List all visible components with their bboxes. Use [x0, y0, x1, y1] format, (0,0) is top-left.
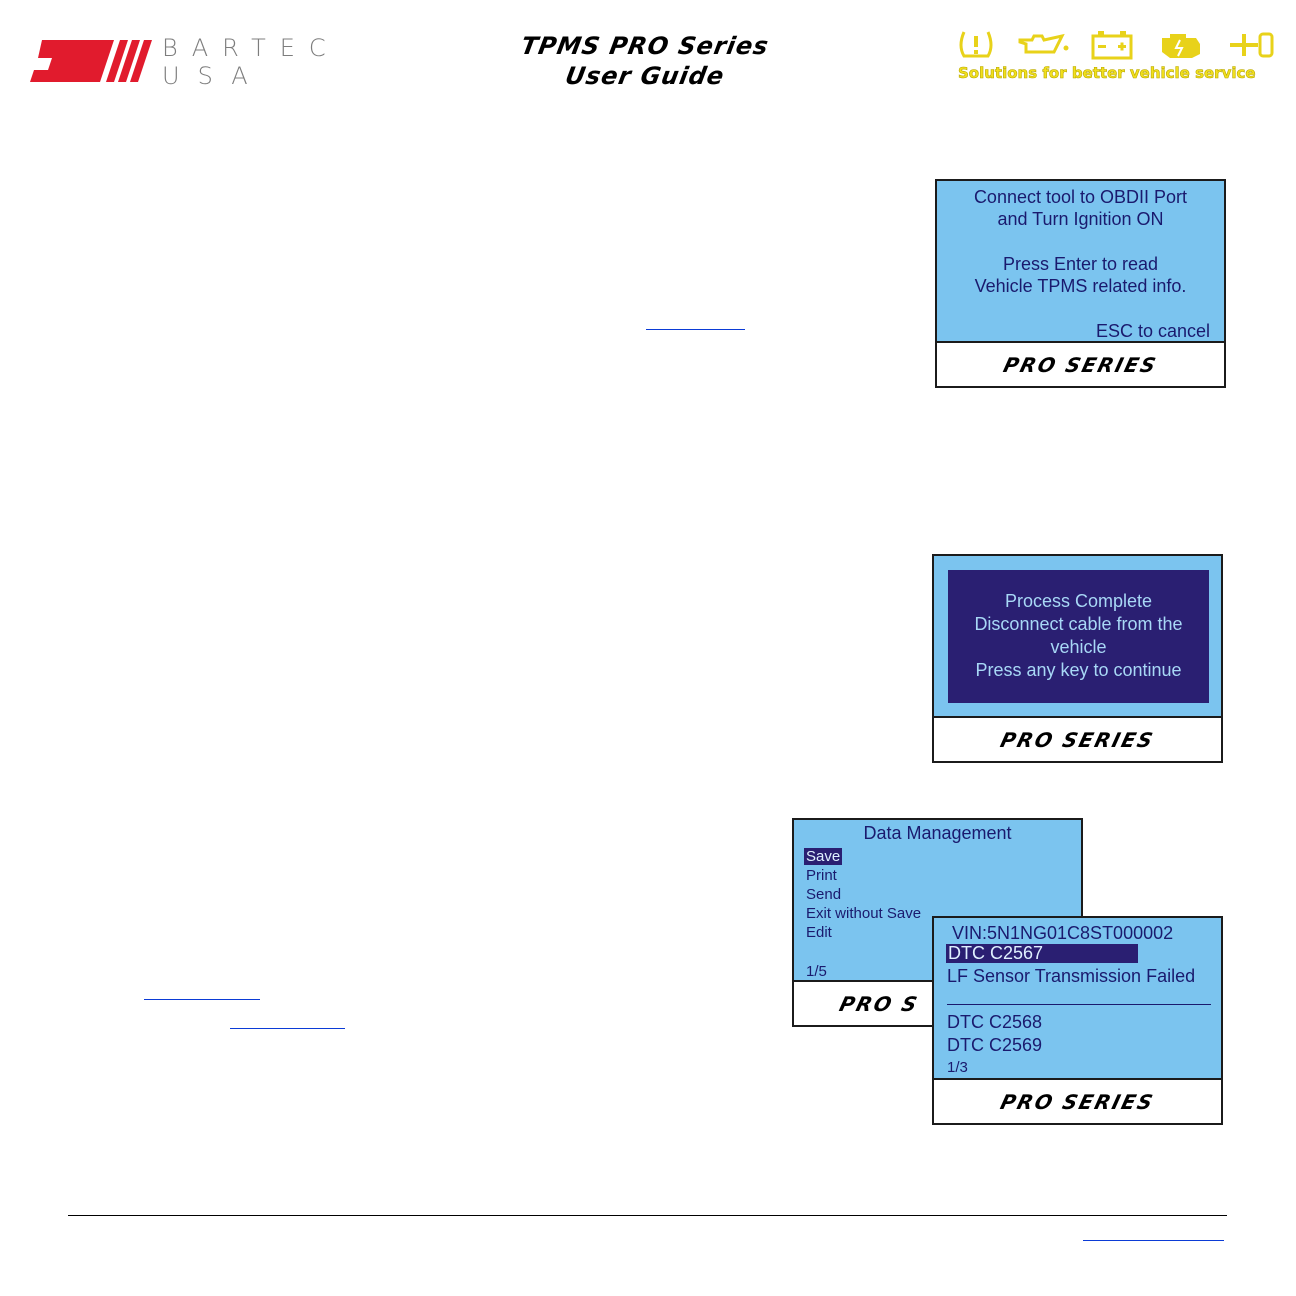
device-screen-dtc-list: [932, 916, 1223, 1125]
menu-item-print[interactable]: Print: [806, 867, 837, 884]
esc-cancel-hint: ESC to cancel: [1095, 321, 1210, 341]
vin-text: VIN:5N1NG01C8ST000002: [952, 923, 1174, 943]
service-icons: [956, 28, 1278, 62]
menu-item-label: Save: [806, 848, 841, 865]
hyperlink-underline[interactable]: [646, 329, 745, 330]
brand-text: PRO S: [837, 991, 922, 1016]
footer-hyperlink-underline[interactable]: [1083, 1240, 1224, 1241]
guide-title-line2: User Guide: [563, 62, 727, 90]
logo-line1: BARTEC: [162, 34, 340, 62]
menu-item-save[interactable]: [804, 847, 1081, 866]
bartec-logo: [28, 34, 358, 90]
page-indicator: 1/3: [947, 1059, 968, 1076]
menu-item-edit[interactable]: Edit: [806, 924, 832, 941]
screen-text: Press Enter to read: [1002, 254, 1159, 274]
key-icon: [1228, 28, 1276, 62]
dtc-description: LF Sensor Transmission Failed: [947, 966, 1196, 986]
dtc-row-selected[interactable]: [946, 944, 1221, 963]
battery-icon: [1090, 28, 1134, 62]
dtc-row[interactable]: DTC C2569: [947, 1035, 1043, 1055]
menu-item-send[interactable]: Send: [806, 886, 842, 903]
screen-text: Connect tool to OBDII Port: [973, 187, 1188, 207]
menu-item-exit-without-save[interactable]: Exit without Save: [806, 905, 922, 922]
lcd-display: [934, 918, 1221, 1080]
hyperlink-underline[interactable]: [144, 999, 260, 1000]
engine-icon: [1156, 28, 1204, 62]
message-dialog: [948, 570, 1209, 703]
dialog-text: vehicle: [1050, 637, 1107, 657]
brand-text: PRO SERIES: [998, 1089, 1157, 1114]
brand-text: PRO SERIES: [998, 727, 1157, 752]
divider: [947, 1004, 1211, 1005]
lcd-display: [937, 181, 1224, 343]
device-screen-obd-connect: [935, 179, 1226, 388]
device-screen-process-complete: [932, 554, 1223, 763]
pro-series-brand: [934, 716, 1221, 761]
logo-line2: USA: [162, 62, 266, 90]
pro-series-brand: [934, 1078, 1221, 1123]
dialog-text: Process Complete: [1004, 591, 1153, 611]
dtc-row[interactable]: DTC C2568: [947, 1012, 1043, 1032]
screen-text: and Turn Ignition ON: [997, 209, 1164, 229]
pro-series-brand: [937, 341, 1224, 386]
guide-title-line1: TPMS PRO Series: [518, 32, 772, 60]
bartec-stripes-icon: [28, 34, 156, 86]
page-indicator: 1/5: [806, 963, 827, 980]
dialog-text: Press any key to continue: [975, 660, 1182, 680]
dialog-text: Disconnect cable from the: [974, 614, 1183, 634]
tagline: Solutions for better vehicle service: [958, 64, 1256, 82]
brand-text: PRO SERIES: [1001, 352, 1160, 377]
footer-rule: [68, 1215, 1227, 1216]
lcd-display: [934, 556, 1221, 718]
screen-text: Vehicle TPMS related info.: [974, 276, 1187, 296]
hyperlink-underline[interactable]: [230, 1028, 345, 1029]
oil-can-icon: [1016, 28, 1072, 62]
menu-title: Data Management: [863, 823, 1012, 843]
dtc-code: DTC C2567: [946, 944, 1138, 963]
tpms-warning-icon: [956, 28, 996, 62]
